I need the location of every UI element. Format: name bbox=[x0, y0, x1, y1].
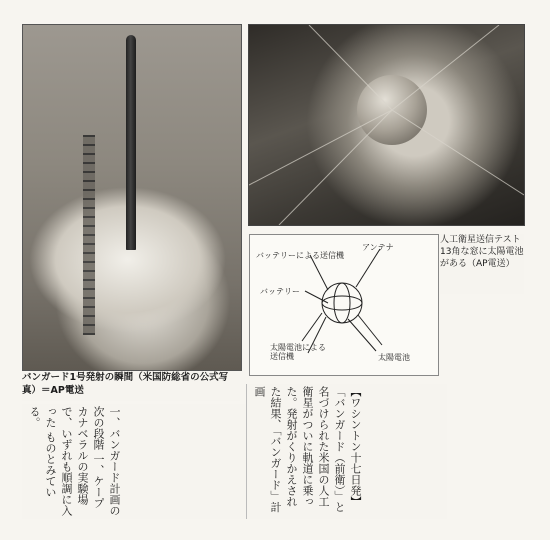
rocket bbox=[126, 35, 136, 250]
launch-photo bbox=[22, 24, 242, 371]
satellite-diagram bbox=[249, 234, 439, 376]
label-battery: バッテリー bbox=[260, 287, 300, 296]
launch-caption: バンガード1号発射の瞬間（米国防総省の公式写真）＝AP電送 bbox=[22, 371, 240, 401]
launch-tower bbox=[83, 135, 95, 335]
test-wires bbox=[249, 25, 524, 225]
label-antenna: アンテナ bbox=[362, 243, 394, 252]
label-battery-transmitter: バッテリーによる送信機 bbox=[256, 251, 344, 260]
satellite-test-photo bbox=[248, 24, 525, 226]
label-solar-transmitter: 太陽電池による 送信機 bbox=[270, 343, 326, 361]
article-body-left bbox=[22, 404, 246, 519]
article-column-2: 一、バンガード計画の次の段階 一、ケープカナベラルの実験場 で、いずれも順調に入った ものとみている。 bbox=[28, 406, 121, 516]
satellite-caption: 人工衛星送信テスト 13角な窓に太陽電池 がある（AP電送） bbox=[440, 234, 524, 294]
label-solar-cell: 太陽電池 bbox=[378, 353, 410, 362]
article-body-right bbox=[246, 384, 447, 519]
article-column-1: 【ワシントン十七日発】「バンガード（前衛）」と名づけられた米国の人工衛星がついに軌道に乗った。発射がくりかえされた結果、「バンガード」計画 bbox=[253, 386, 362, 513]
